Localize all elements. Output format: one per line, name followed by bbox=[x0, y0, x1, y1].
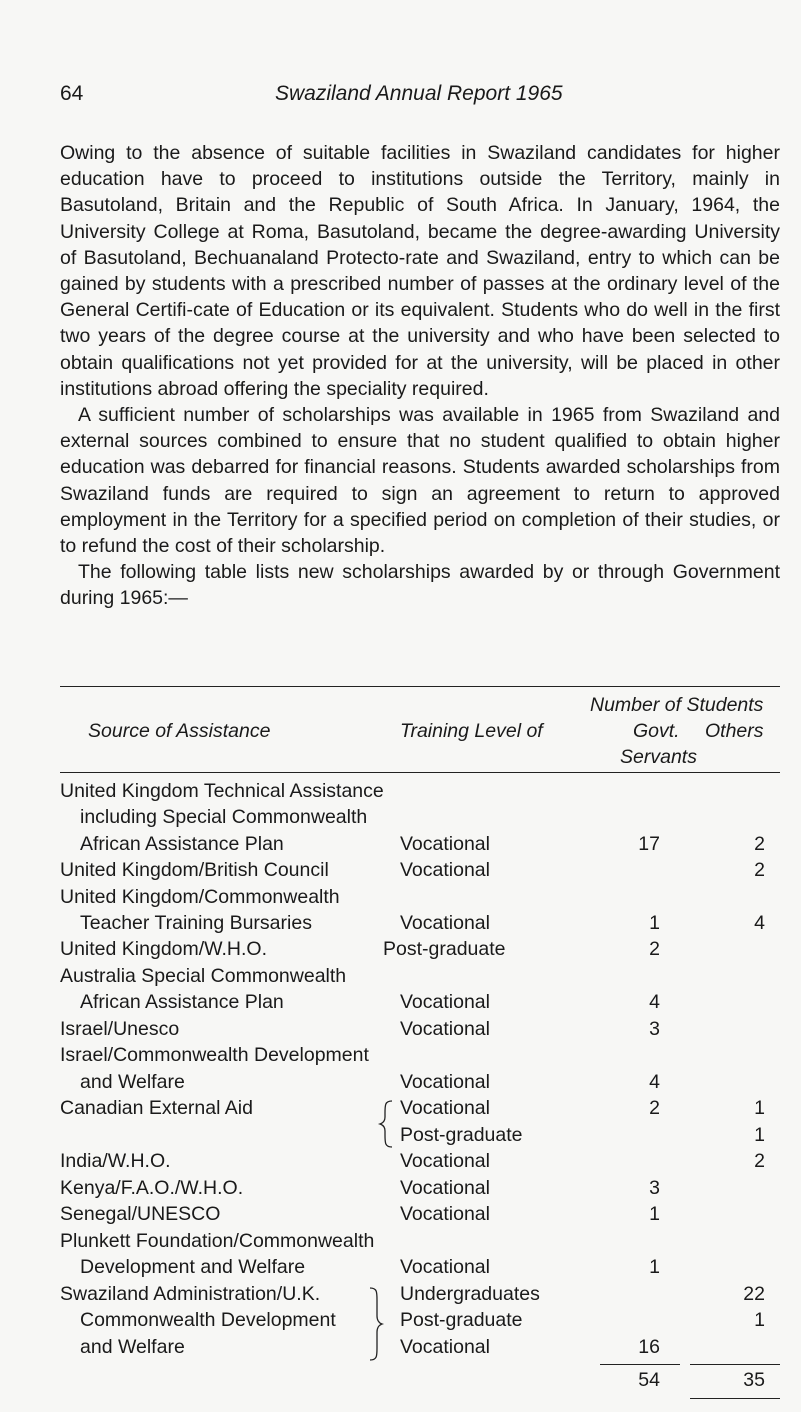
cell-others: 1 bbox=[754, 1309, 765, 1331]
table-row bbox=[60, 886, 340, 909]
table-row bbox=[60, 1018, 179, 1041]
header-source: Source of Assistance bbox=[88, 720, 271, 742]
table-row bbox=[80, 991, 284, 1014]
brace-canadian bbox=[380, 1099, 396, 1149]
cell-level: Vocational bbox=[400, 833, 490, 855]
cell-level: Vocational bbox=[400, 1336, 490, 1358]
cell-source: Canadian External Aid bbox=[60, 1097, 253, 1119]
cell-source: United Kingdom/W.H.O. bbox=[60, 938, 267, 960]
paragraph: The following table lists new scholarships awarded by or through Government during 1965:— bbox=[60, 561, 780, 610]
cell-source: Senegal/UNESCO bbox=[60, 1203, 221, 1225]
cell-govt: 1 bbox=[649, 912, 660, 934]
cell-source: and Welfare bbox=[80, 1336, 185, 1358]
cell-source: Israel/Commonwealth Development bbox=[60, 1044, 369, 1066]
cell-source: Development and Welfare bbox=[80, 1256, 306, 1278]
cell-others: 4 bbox=[754, 912, 765, 934]
table-row bbox=[60, 780, 384, 803]
cell-govt: 2 bbox=[649, 938, 660, 960]
cell-source: Plunkett Foundation/Commonwealth bbox=[60, 1230, 375, 1252]
paragraph: Owing to the absence of suitable facilities in Swaziland candidates for higher education have to proceed to institutions outside the Territory, mainly in Basutoland, Britain and the Republic of South Africa. In January, 1964, the University College at Roma, Basutoland, became the degree-awarding University of Basutoland, Bechuanaland Protecto-rate and Swaziland, entry to which can be gained by students with a prescribed number of passes at the ordinary level of the General Certifi-cate of Education or its equivalent. Students who do well in the first two years of the degree course at the university and who have been selected to obtain qualifications not yet provided for at the university, will be placed in other institutions abroad offering the speciality required. bbox=[60, 142, 780, 400]
header-govt: Govt. bbox=[633, 720, 680, 742]
header-number-of-students: Number of Students bbox=[590, 694, 764, 716]
cell-level: Vocational bbox=[400, 991, 490, 1013]
cell-source: Commonwealth Development bbox=[80, 1309, 336, 1331]
header-others: Others bbox=[705, 720, 764, 742]
cell-govt: 17 bbox=[638, 833, 660, 855]
cell-level: Vocational bbox=[400, 912, 490, 934]
cell-level: Undergraduates bbox=[400, 1283, 540, 1305]
cell-source: Swaziland Administration/U.K. bbox=[60, 1283, 321, 1305]
table-row bbox=[60, 938, 267, 961]
cell-source: including Special Commonwealth bbox=[80, 806, 368, 828]
table-header-rule bbox=[60, 772, 780, 773]
cell-others: 1 bbox=[754, 1097, 765, 1119]
cell-level: Vocational bbox=[400, 1097, 490, 1119]
cell-others: 2 bbox=[754, 833, 765, 855]
cell-level: Post-graduate bbox=[383, 938, 506, 960]
cell-govt: 2 bbox=[649, 1097, 660, 1119]
body-text bbox=[60, 140, 780, 612]
cell-govt: 3 bbox=[649, 1018, 660, 1040]
cell-source: Teacher Training Bursaries bbox=[80, 912, 312, 934]
table-row bbox=[60, 1044, 369, 1067]
table-row bbox=[60, 1150, 171, 1173]
page-number: 64 bbox=[60, 82, 84, 105]
cell-source: Kenya/F.A.O./W.H.O. bbox=[60, 1177, 244, 1199]
cell-source: African Assistance Plan bbox=[80, 991, 284, 1013]
table-row bbox=[60, 1283, 320, 1306]
paragraph: A sufficient number of scholarships was available in 1965 from Swaziland and external sources combined to ensure that no student qualified to obtain higher education was debarred for financial reasons. Students awarded scholarships from Swaziland funds are required to sign an agreement to return to approved employment in the Territory for a specified period on completion of their studies, or to refund the cost of their scholarship. bbox=[60, 404, 780, 558]
cell-level: Vocational bbox=[400, 1203, 490, 1225]
table-row bbox=[60, 965, 346, 988]
page-header bbox=[60, 82, 780, 112]
total-govt: 54 bbox=[638, 1369, 660, 1391]
table-row bbox=[60, 1230, 374, 1253]
table-row bbox=[60, 859, 329, 882]
brace-path bbox=[380, 1101, 392, 1147]
cell-govt: 3 bbox=[649, 1177, 660, 1199]
header-level: Training Level of bbox=[400, 720, 543, 742]
table-row bbox=[60, 1203, 220, 1226]
cell-level: Vocational bbox=[400, 1177, 490, 1199]
table-top-rule bbox=[60, 686, 780, 687]
cell-govt: 1 bbox=[649, 1256, 660, 1278]
cell-level: Post-graduate bbox=[400, 1124, 523, 1146]
totals-bottom-rule bbox=[690, 1398, 780, 1399]
table-row bbox=[80, 833, 284, 856]
cell-others: 2 bbox=[754, 859, 765, 881]
cell-source: Australia Special Commonwealth bbox=[60, 965, 347, 987]
cell-source: United Kingdom/Commonwealth bbox=[60, 886, 340, 908]
cell-source: Israel/Unesco bbox=[60, 1018, 180, 1040]
cell-govt: 4 bbox=[649, 1071, 660, 1093]
table-row bbox=[80, 1071, 185, 1094]
brace-path bbox=[370, 1288, 382, 1360]
cell-govt: 1 bbox=[649, 1203, 660, 1225]
table-row bbox=[60, 1177, 243, 1200]
header-servants: Servants bbox=[620, 746, 697, 768]
cell-level: Vocational bbox=[400, 1256, 490, 1278]
cell-level: Vocational bbox=[400, 1150, 490, 1172]
cell-source: and Welfare bbox=[80, 1071, 185, 1093]
running-title: Swaziland Annual Report 1965 bbox=[275, 82, 563, 105]
totals-rule-others bbox=[690, 1364, 780, 1365]
table-row bbox=[80, 912, 312, 935]
cell-level: Post-graduate bbox=[400, 1309, 523, 1331]
cell-govt: 16 bbox=[638, 1336, 660, 1358]
cell-others: 22 bbox=[743, 1283, 765, 1305]
cell-source: India/W.H.O. bbox=[60, 1150, 171, 1172]
cell-level: Vocational bbox=[400, 859, 490, 881]
cell-source: United Kingdom/British Council bbox=[60, 859, 329, 881]
totals-rule-govt bbox=[600, 1364, 680, 1365]
brace-swaziland bbox=[368, 1286, 384, 1362]
table-row bbox=[80, 1336, 185, 1359]
table-row bbox=[80, 1309, 336, 1332]
cell-level: Vocational bbox=[400, 1071, 490, 1093]
table-row bbox=[60, 1097, 253, 1120]
table-row bbox=[80, 1256, 305, 1279]
cell-level: Vocational bbox=[400, 1018, 490, 1040]
cell-govt: 4 bbox=[649, 991, 660, 1013]
cell-others: 1 bbox=[754, 1124, 765, 1146]
cell-source: United Kingdom Technical Assistance bbox=[60, 780, 384, 802]
table-row bbox=[80, 806, 367, 829]
cell-source: African Assistance Plan bbox=[80, 833, 284, 855]
total-others: 35 bbox=[743, 1369, 765, 1391]
cell-others: 2 bbox=[754, 1150, 765, 1172]
